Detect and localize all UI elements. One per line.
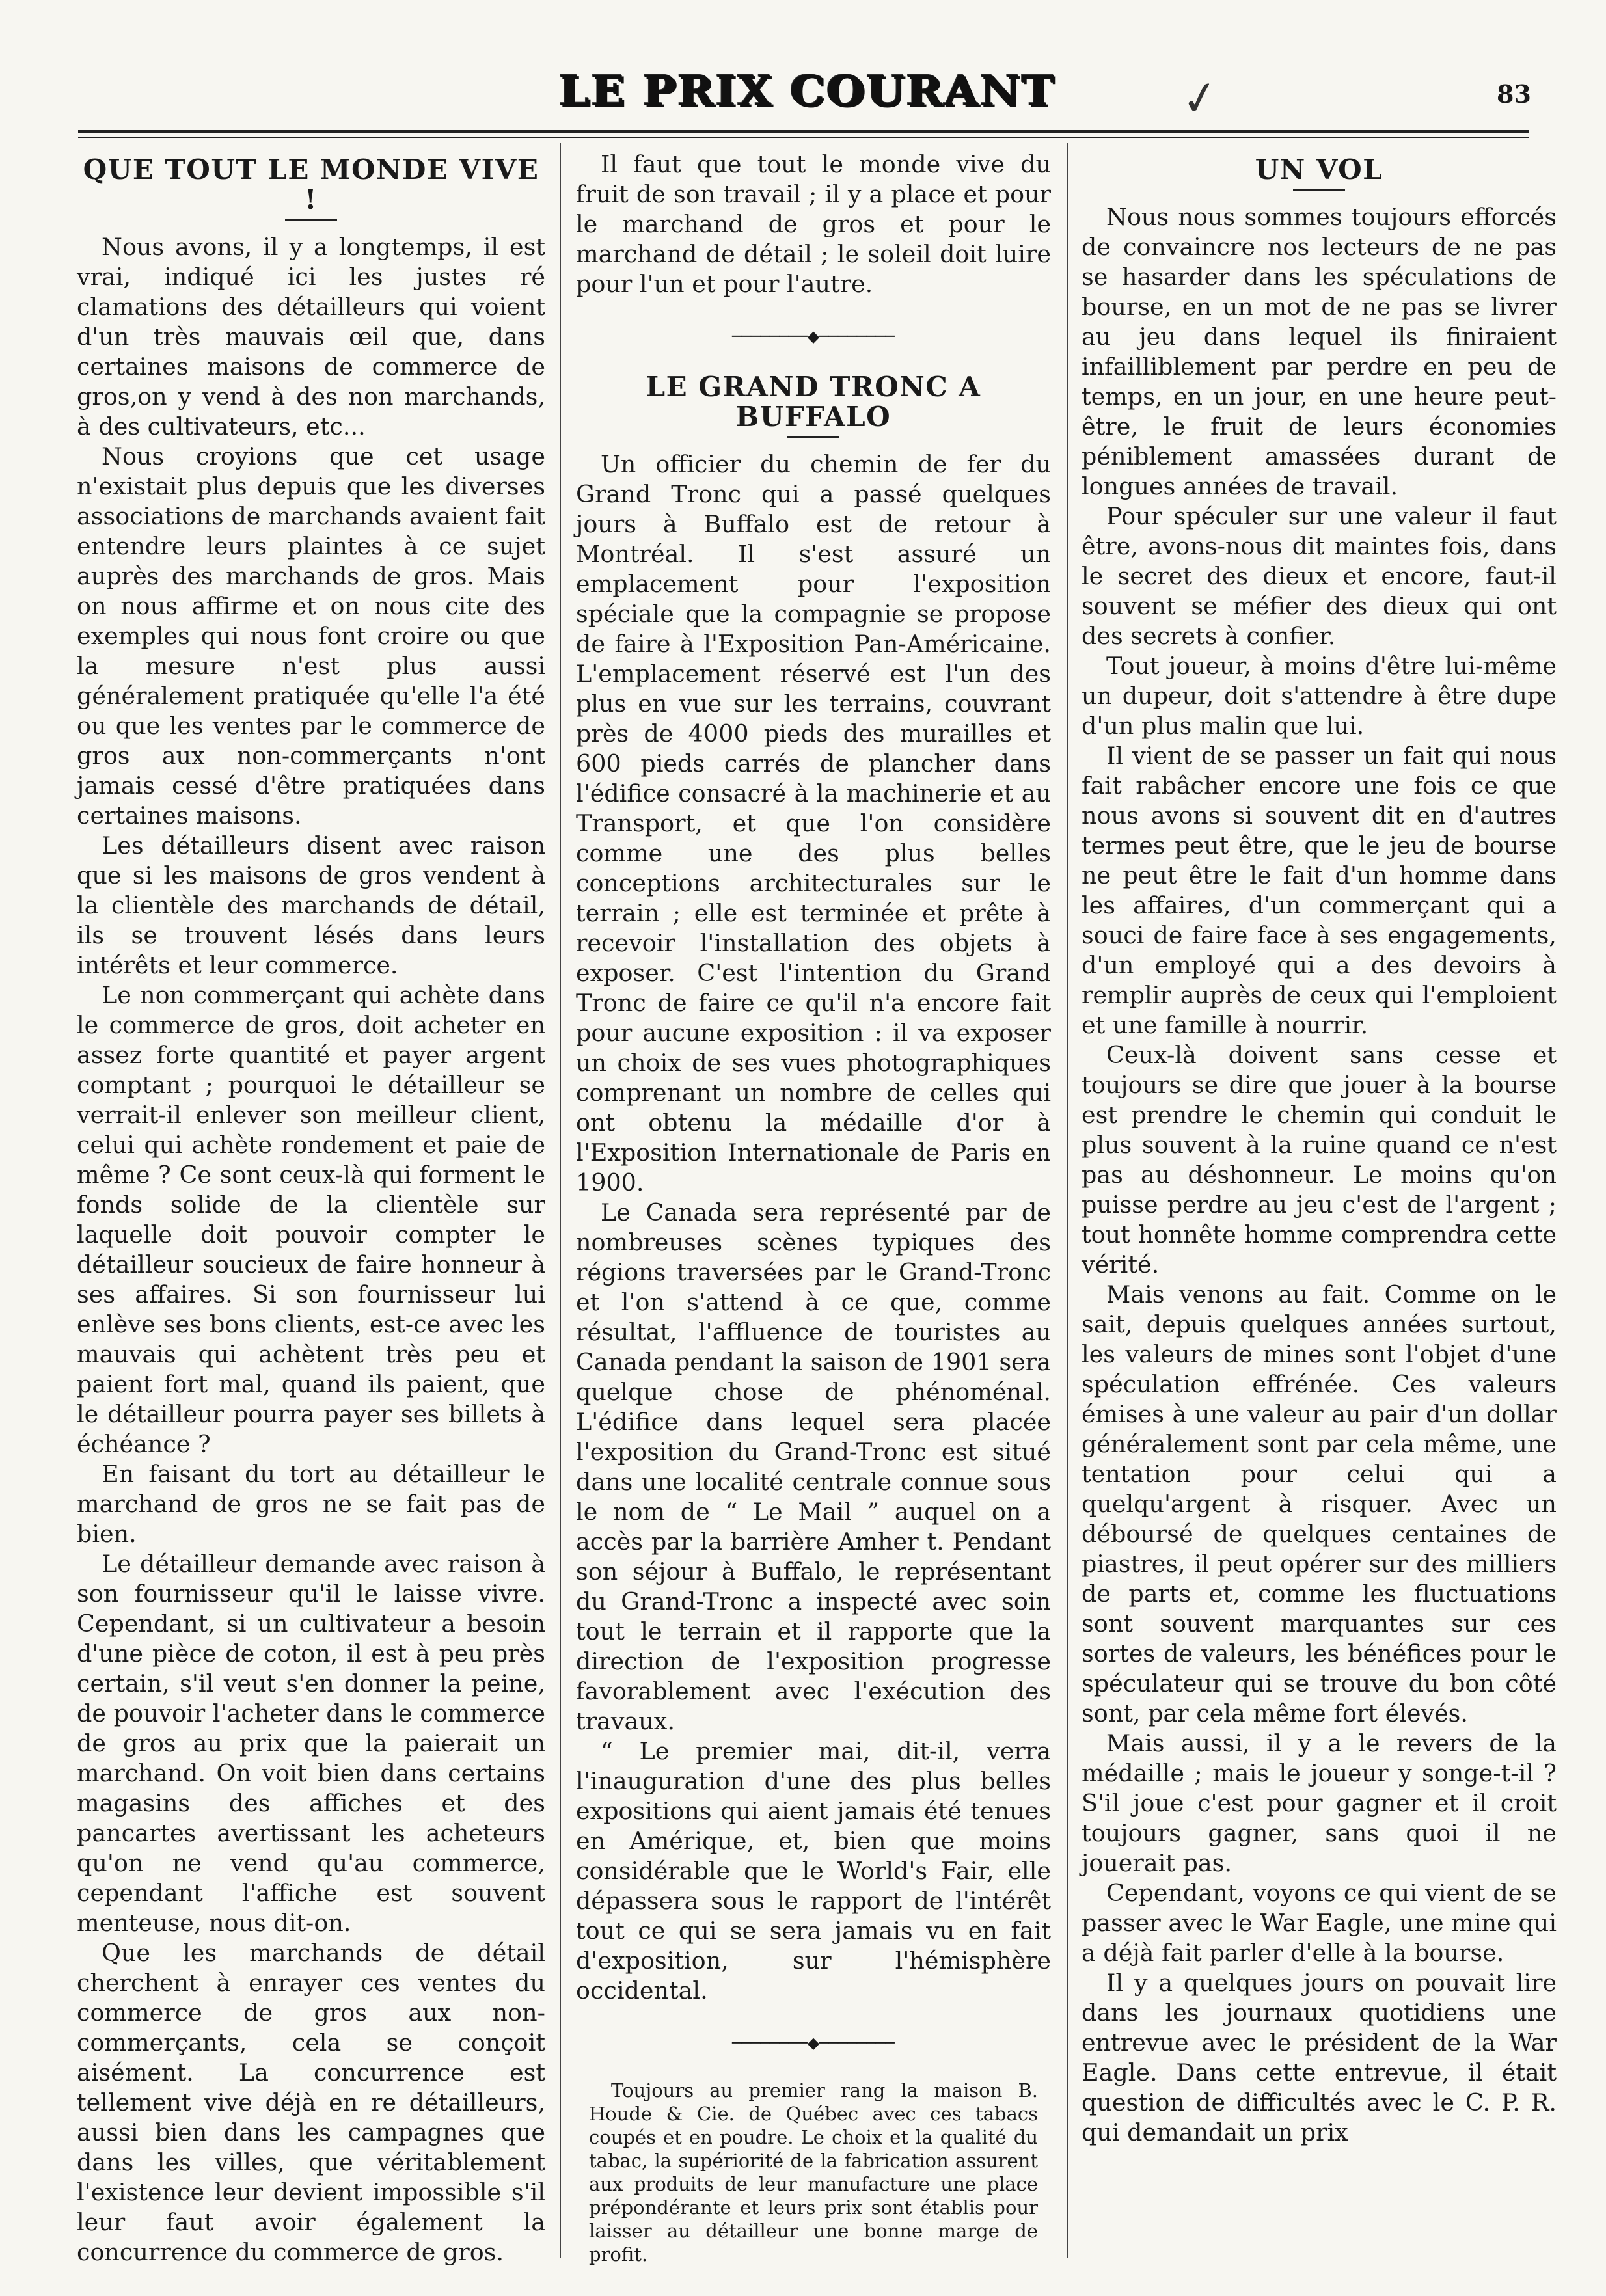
- paragraph: Tout joueur, à moins d'être lui-même un dupeur, doit s'attendre à être dupe d'un plus malin que lui.: [1082, 652, 1557, 740]
- title-rule: [1293, 189, 1345, 191]
- column-1: [77, 150, 545, 2267]
- header-rule-thin: [78, 137, 1529, 138]
- column-2: [576, 150, 1051, 2266]
- paragraph: Mais venons au fait. Comme on le sait, depuis quelques années surtout, les valeurs de mines sont l'objet d'une spéculation effrénée. Ces valeurs émises à une valeur au pair d'un dollar généralement sont par cela même, une tentation pour celui qui a quelqu'argent à risquer. Avec un déboursé de quelques centaines de piastres, il peut opérer sur des milliers de parts et, comme les fluctuations sont souvent marquantes sur ces sortes de valeurs, les bénéfices pour le spéculateur qui se trouve du bon côté sont, par cela même fort élevés.: [1082, 1280, 1557, 1727]
- paragraph: Cependant, voyons ce qui vient de se passer avec le War Eagle, une mine qui a déjà fait parler d'elle à la bourse.: [1082, 1879, 1557, 1967]
- paragraph: Le non commerçant qui achète dans le commerce de gros, doit acheter en assez forte quantité et payer argent comptant ; pourquoi le détailleur se verrait-il enlever son meilleur client, celui qui achète rondement et paie de même ? Ce sont ceux-là qui forment le fonds solide de la clientèle sur laquelle doit pouvoir compter le détailleur soucieux de faire honneur à ses affaires. Si son fournisseur lui enlève ses bons clients, est-ce avec les mauvais qui achètent très peu et paient fort mal, quand ils paient, que le détailleur pourra payer ses billets à échéance ?: [77, 981, 545, 1458]
- article-title: QUE TOUT LE MONDE VIVE !: [83, 154, 539, 215]
- paragraph: Les détailleurs disent avec raison que si les maisons de gros vendent à la clientèle des marchands de détail, ils se trouvent lésés dans leurs intérêts et leur commerce.: [77, 831, 545, 979]
- paragraph: En faisant du tort au détailleur le marchand de gros ne se fait pas de bien.: [77, 1460, 545, 1548]
- paragraph: Que les marchands de détail cherchent à enrayer ces ventes du commerce de gros aux non-commerçants, cela se conçoit aisément. La concurrence est tellement vive déjà en re détailleurs, aussi bien dans les campagnes que dans les villes, que véritablement l'existence leur devient impossible s'il leur faut avoir également la concurrence du commerce de gros.: [77, 1939, 545, 2266]
- paragraph: Un officier du chemin de fer du Grand Tronc qui a passé quelques jours à Buffalo est de retour à Montréal. Il s'est assuré un emplacement pour l'exposition spéciale que la compagnie se propose de faire à l'Exposition Pan-Américaine. L'emplacement réservé est l'un des plus en vue sur les terrains, couvrant près de 4000 pieds des murailles et 600 pieds carrés de plancher dans l'édifice consacré à la machinerie et au Transport, et que l'on considère comme une des plus belles conceptions architecturales sur le terrain ; elle est terminée et prête à recevoir l'installation des objets à exposer. C'est l'intention du Grand Tronc de faire ce qu'il n'a encore fait pour aucune exposition : il va exposer un choix de ses vues photographiques comprenant un nombre de celles qui ont obtenu la médaille d'or à l'Exposition Internationale de Paris en 1900.: [576, 450, 1051, 1196]
- article-title: UN VOL: [1255, 154, 1383, 185]
- paragraph: Mais aussi, il y a le revers de la médaille ; mais le joueur y songe-t-il ? S'il joue c'est pour gagner et il croit toujours gagner, sans quoi il ne jouerait pas.: [1082, 1729, 1557, 1877]
- paragraph: Nous avons, il y a longtemps, il est vrai, indiqué ici les justes ré clamations des détailleurs qui voient d'un très mauvais œil que, dans certaines maisons de commerce de gros,on y vend à des non marchands, à des cultivateurs, etc...: [77, 233, 545, 440]
- article-title: LE GRAND TRONC A BUFFALO: [646, 371, 981, 433]
- paragraph: Il faut que tout le monde vive du fruit de son travail ; il y a place et pour le marchand de gros et pour le marchand de détail ; le soleil doit luire pour l'un et pour l'autre.: [576, 150, 1051, 298]
- section-divider-ornament: ────────◆────────: [732, 2034, 895, 2052]
- paragraph: “ Le premier mai, dit-il, verra l'inauguration d'une des plus belles expositions qui aient jamais été tenues en Amérique, et, bien que moins considérable que le World's Fair, elle dépassera sous le rapport de l'intérêt tout ce qui se sera jamais vu en fait d'exposition, sur l'hémisphère occidental.: [576, 1737, 1051, 2005]
- masthead: [0, 0, 1606, 130]
- column-3: [1082, 150, 1557, 2148]
- column-divider: [560, 143, 561, 2258]
- paragraph: Pour spéculer sur une valeur il faut être, avons-nous dit maintes fois, dans le secret des dieux et encore, faut-il souvent se méfier des dieux qui ont des secrets à confier.: [1082, 502, 1557, 650]
- masthead-logo: LE PRIX COURANT: [558, 66, 1055, 116]
- title-rule: [787, 436, 839, 438]
- paragraph: Nous nous sommes toujours efforcés de convaincre nos lecteurs de ne pas se hasarder dans les spéculations de bourse, en un mot de ne pas se livrer au jeu dans lequel ils finiraient infailliblement par perdre en peu de temps, en un jour, en une heure peut-être, le fruit de leurs économies péniblement amassées durant de longues années de travail.: [1082, 203, 1557, 500]
- handwritten-check-mark: ✓: [1177, 68, 1224, 128]
- paragraph: Ceux-là doivent sans cesse et toujours se dire que jouer à la bourse est prendre le chemin qui conduit le plus souvent à la ruine quand ce n'est pas au déshonneur. Le moins qu'on puisse perdre au jeu c'est de l'argent ; tout honnête homme comprendra cette vérité.: [1082, 1041, 1557, 1278]
- section-divider-ornament: ────────◆────────: [732, 327, 895, 345]
- paragraph: Le Canada sera représenté par de nombreuses scènes typiques des régions traversées par le Grand-Tronc et l'on s'attend à ce que, comme résultat, l'affluence de touristes au Canada pendant la saison de 1901 sera quelque chose de phénoménal. L'édifice dans lequel sera placée l'exposition du Grand-Tronc est situé dans une localité centrale connue sous le nom de “ Le Mail ” auquel on a accès par la barrière Amher t. Pendant son séjour à Buffalo, le représentant du Grand-Tronc a inspecté avec soin tout le terrain et il rapporte que la direction de l'exposition progresse favorablement avec l'exécution des travaux.: [576, 1198, 1051, 1735]
- page-number: 83: [1497, 79, 1531, 109]
- header-rule: [78, 130, 1529, 133]
- paragraph: Il y a quelques jours on pouvait lire dans les journaux quotidiens une entrevue avec le président de la War Eagle. Dans cette entrevue, il était question de difficultés avec le C. P. R. qui demandait un prix: [1082, 1969, 1557, 2146]
- notice-text: Toujours au premier rang la maison B. Houde & Cie. de Québec avec ces tabacs coupés et en poudre. Le choix et la qualité du tabac, la supériorité de la fabrication assurent aux produits de leur manufacture une place prépondérante et leurs prix sont établis pour laisser au détailleur une bonne marge de profit.: [589, 2079, 1038, 2265]
- column-divider: [1067, 143, 1068, 2258]
- paragraph: Il vient de se passer un fait qui nous fait rabâcher encore une fois ce que nous avons si souvent dit en d'autres termes peut être, que le jeu de bourse ne peut être le fait d'un homme dans les affaires, d'un commerçant qui a souci de faire face à ses engagements, d'un employé qui a des devoirs à remplir auprès de ceux qui l'emploient et une famille à nourrir.: [1082, 742, 1557, 1039]
- advertisement-notice: [589, 2079, 1038, 2266]
- title-rule: [285, 219, 337, 221]
- paragraph: Le détailleur demande avec raison à son fournisseur qu'il le laisse vivre. Cependant, si un cultivateur a besoin d'une pièce de coton, il est à peu près certain, s'il veut s'en donner la peine, de pouvoir l'acheter dans le commerce de gros au prix que la paierait un marchand. On voit bien dans certains magasins des affiches et des pancartes avertissant les acheteurs qu'on ne vend qu'au commerce, cependant l'affiche est souvent menteuse, nous dit-on.: [77, 1550, 545, 1937]
- paragraph: Nous croyions que cet usage n'existait plus depuis que les diverses associations de marchands avaient fait entendre leurs plaintes à ce sujet auprès des marchands de gros. Mais on nous affirme et on nous cite des exemples qui nous font croire ou que la mesure n'est plus aussi généralement pratiquée qu'elle l'a été ou que les ventes par le commerce de gros aux non-commerçants n'ont jamais cessé d'être pratiquées dans certaines maisons.: [77, 442, 545, 830]
